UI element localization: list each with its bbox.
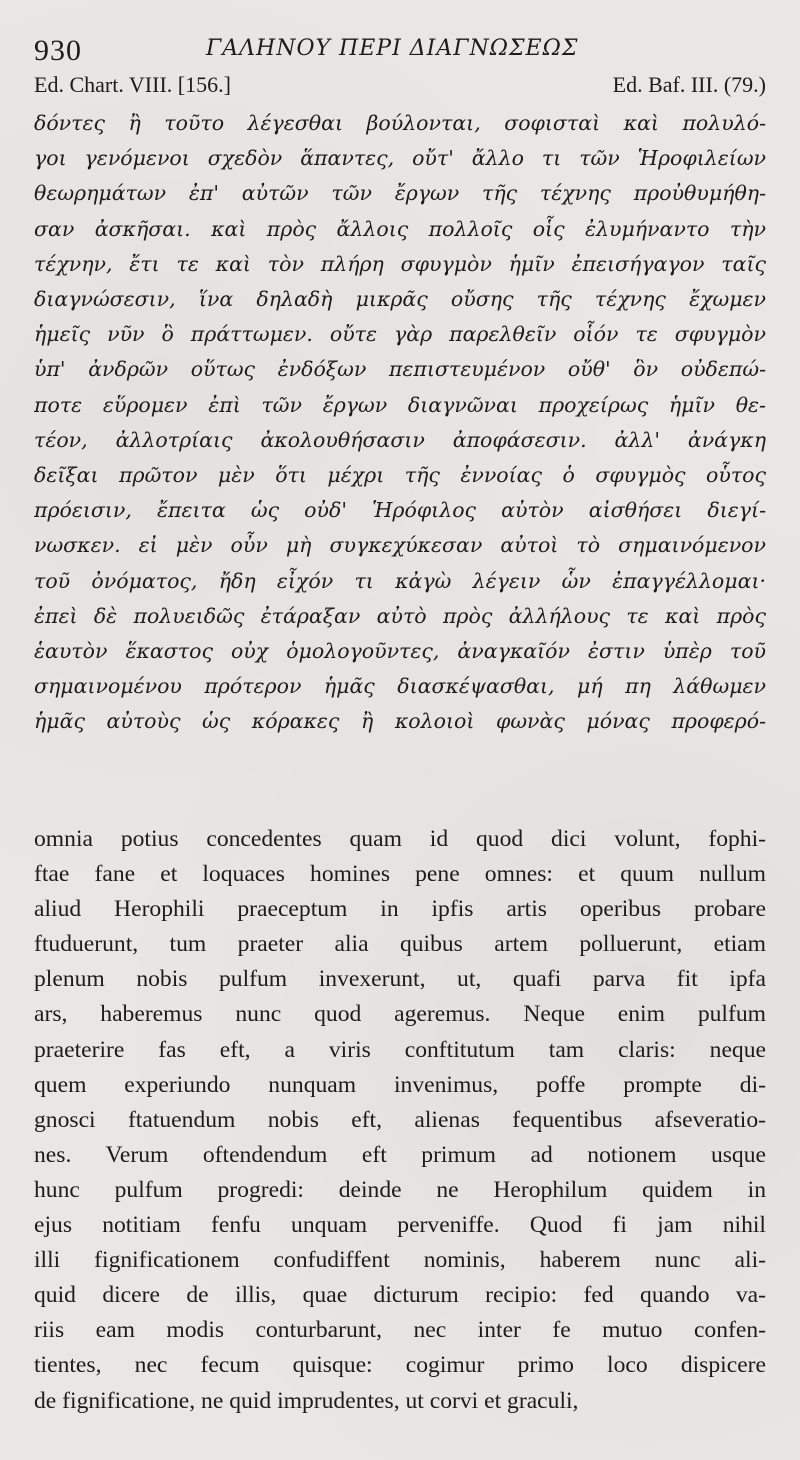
latin-text-line: nes. Verum oftendendum eft primum ad notionem usque xyxy=(34,1141,766,1168)
greek-text-block xyxy=(34,106,766,740)
greek-text-line: νωσκεν. εἰ μὲν οὖν μὴ συγκεχύκεσαν αὐτοὶ τὸ σημαινόμενον xyxy=(34,533,766,558)
latin-text-line: ejus notitiam fenfu unquam perveniffe. Quod fi jam nihil xyxy=(34,1212,766,1239)
greek-text-line: ἡμεῖς νῦν ὃ πράττωμεν. οὔτε γὰρ παρελθεῖν οἷόν τε σφυγμὸν xyxy=(34,322,766,347)
latin-text-line: de fignificatione, ne quid imprudentes, ut corvi et graculi, xyxy=(34,1387,579,1414)
greek-text-line: ἡμᾶς αὐτοὺς ὡς κόρακες ἢ κολοιοὶ φωνὰς μόνας προφερό- xyxy=(34,709,766,734)
greek-text-line: τέον, ἀλλοτρίαις ἀκολουθήσασιν ἀποφάσεσιν. ἀλλ' ἀνάγκη xyxy=(34,427,766,452)
greek-text-line: θεωρημάτων ἐπ' αὐτῶν τῶν ἔργων τῆς τέχνης προὐθυμήθη- xyxy=(34,181,766,206)
greek-text-line: ποτε εὕρομεν ἐπὶ τῶν ἔργων διαγνῶναι προχείρως ἡμῖν θε- xyxy=(34,392,766,417)
latin-text-line: ftae fane et loquaces homines pene omnes: et quum nullum xyxy=(34,861,766,888)
latin-text-line: ars, haberemus nunc quod ageremus. Neque enim pulfum xyxy=(34,1001,766,1028)
running-head xyxy=(34,28,766,72)
greek-text-line: ἑαυτὸν ἕκαστος οὐχ ὁμολογοῦντες, ἀναγκαῖόν ἐστιν ὑπὲρ τοῦ xyxy=(34,639,766,664)
greek-text-line: γοι γενόμενοι σχεδὸν ἅπαντες, οὔτ' ἄλλο τι τῶν Ἡροφιλείων xyxy=(34,146,766,171)
greek-text-line: δόντες ἢ τοῦτο λέγεσθαι βούλονται, σοφισταὶ καὶ πολυλό- xyxy=(34,111,766,135)
greek-text-line: δεῖξαι πρῶτον μὲν ὅτι μέχρι τῆς ἐννοίας ὁ σφυγμὸς οὗτος xyxy=(34,463,766,488)
latin-text-line: tientes, nec fecum quisque: cogimur primo loco dispicere xyxy=(34,1352,766,1379)
latin-text-line: gnosci ftatuendum nobis eft, alienas fequentibus afseveratio- xyxy=(34,1106,766,1133)
latin-text-line: omnia potius concedentes quam id quod dici volunt, fophi- xyxy=(34,826,766,852)
latin-text-line: quid dicere de illis, quae dicturum recipio: fed quando va- xyxy=(34,1282,766,1309)
running-title: ΓΑΛΗΝΟΥ ΠΕΡΙ ΔΙΑΓΝΩΣΕΩΣ xyxy=(206,36,579,61)
latin-text-line: aliud Herophili praeceptum in ipfis artis operibus probare xyxy=(34,896,766,923)
greek-text-line: διαγνώσεσιν, ἵνα δηλαδὴ μικρᾶς οὔσης τῆς τέχνης ἔχωμεν xyxy=(34,287,766,312)
edition-basel: Ed. Baf. III. (79.) xyxy=(612,72,766,97)
greek-text-line: σημαινομένου πρότερον ἡμᾶς διασκέψασθαι, μή πη λάθωμεν xyxy=(34,674,766,699)
greek-text-line: πρόεισιν, ἔπειτα ὡς οὐδ' Ἡρόφιλος αὐτὸν αἰσθήσει διεγί- xyxy=(34,498,766,523)
latin-text-line: illi fignificationem confudiffent nominis, haberem nunc ali- xyxy=(34,1247,766,1274)
edition-references xyxy=(34,72,766,102)
greek-text-line: ὑπ' ἀνδρῶν οὕτως ἐνδόξων πεπιστευμένον οὔθ' ὃν οὐδεπώ- xyxy=(34,357,766,382)
greek-text-line: τέχνην, ἔτι τε καὶ τὸν πλήρη σφυγμὸν ἡμῖν ἐπεισήγαγον ταῖς xyxy=(34,251,766,276)
latin-text-block xyxy=(34,822,766,1419)
latin-text-line: riis eam modis conturbarunt, nec inter fe mutuo confen- xyxy=(34,1317,766,1344)
latin-text-line: quem experiundo nunquam invenimus, poffe prompte di- xyxy=(34,1071,766,1098)
latin-text-line: hunc pulfum progredi: deinde ne Herophilum quidem in xyxy=(34,1176,766,1203)
edition-chartier: Ed. Chart. VIII. [156.] xyxy=(34,72,231,97)
latin-text-line: plenum nobis pulfum invexerunt, ut, quafi parva fit ipfa xyxy=(34,966,766,993)
greek-text-line: τοῦ ὀνόματος, ἤδη εἶχόν τι κἀγὼ λέγειν ὧν ἐπαγγέλλομαι· xyxy=(34,568,766,593)
latin-text-line: praeterire fas eft, a viris conftitutum tam claris: neque xyxy=(34,1036,766,1063)
greek-text-line: σαν ἀσκῆσαι. καὶ πρὸς ἄλλοις πολλοῖς οἷς ἐλυμήναντο τὴν xyxy=(34,216,766,241)
greek-text-line: ἐπεὶ δὲ πολυειδῶς ἐτάραξαν αὐτὸ πρὸς ἀλλήλους τε καὶ πρὸς xyxy=(34,603,766,628)
latin-text-line: ftuduerunt, tum praeter alia quibus artem polluerunt, etiam xyxy=(34,931,766,958)
page-number: 930 xyxy=(34,34,82,67)
